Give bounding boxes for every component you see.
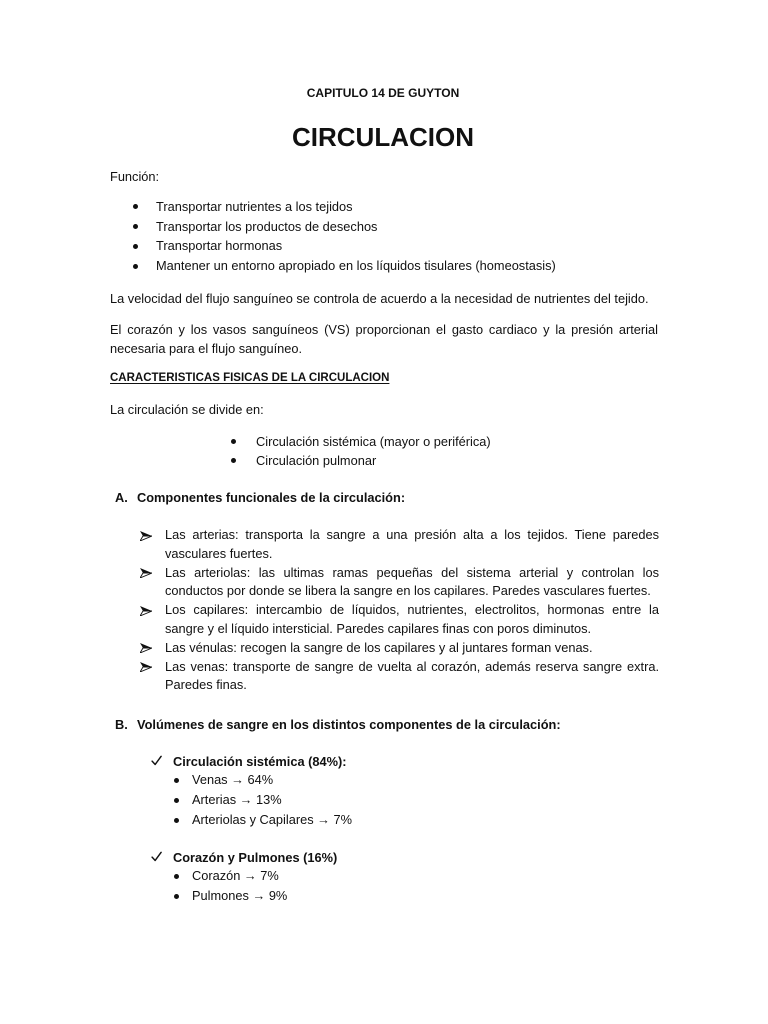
list-item	[156, 197, 658, 217]
function-list	[156, 197, 658, 276]
list-item-text: Los capilares: intercambio de líquidos, nutrientes, electrolitos, hormonas entre la sangre y el líquido intersticial. Paredes capilares finas con poros diminutos.	[165, 602, 659, 636]
function-label: Función:	[110, 169, 160, 184]
list-item	[165, 526, 659, 563]
group-title	[173, 752, 347, 771]
bullet-icon	[133, 244, 138, 249]
list-item	[165, 658, 659, 695]
group-title-text: Corazón y Pulmones (16%)	[173, 849, 338, 865]
list-item-text: Transportar nutrientes a los tejidos	[156, 199, 353, 214]
list-item	[156, 217, 658, 237]
bullet-icon	[231, 458, 236, 463]
list-item	[256, 451, 656, 470]
list-item	[156, 256, 658, 276]
checkmark-icon	[151, 851, 162, 862]
arrowhead-bullet-icon	[140, 531, 152, 541]
main-title: CIRCULACION	[292, 122, 474, 152]
list-item-text: Las vénulas: recogen la sangre de los capilares y al juntares forman venas.	[165, 639, 593, 655]
heart-lungs-volume-list	[192, 866, 492, 906]
list-item-text: Arterias → 13%	[192, 792, 282, 807]
list-item	[192, 810, 492, 830]
division-label: La circulación se divide en:	[110, 401, 264, 417]
section-b-title: Volúmenes de sangre en los distintos componentes de la circulación:	[137, 716, 561, 732]
list-item	[165, 601, 659, 638]
arrowhead-bullet-icon	[140, 568, 152, 578]
bullet-icon	[231, 439, 236, 444]
arrowhead-bullet-icon	[140, 643, 152, 653]
bullet-icon	[174, 798, 179, 803]
list-item-text: Circulación pulmonar	[256, 452, 377, 468]
components-list	[165, 526, 659, 695]
bullet-icon	[174, 894, 179, 899]
bullet-icon	[174, 874, 179, 879]
list-item-text: Arteriolas y Capilares → 7%	[192, 812, 353, 827]
section-heading: CARACTERISTICAS FISICAS DE LA CIRCULACION	[110, 371, 390, 384]
flow-sentence: La velocidad del flujo sanguíneo se controla de acuerdo a la necesidad de nutrientes del tejido.	[110, 290, 649, 306]
section-a-marker: A.	[115, 489, 128, 505]
bullet-icon	[133, 224, 138, 229]
checkmark-icon	[151, 755, 162, 766]
bullet-icon	[133, 264, 138, 269]
section-b-marker: B.	[115, 716, 128, 732]
systemic-volume-list	[192, 770, 492, 830]
list-item	[192, 770, 492, 790]
list-item-text: Corazón → 7%	[192, 868, 279, 883]
list-item-text: Transportar hormonas	[156, 238, 283, 254]
chapter-title: CAPITULO 14 DE GUYTON	[306, 86, 460, 100]
division-list	[256, 432, 656, 470]
list-item-text: Transportar los productos de desechos	[156, 218, 378, 234]
list-item-text: Las arteriolas: las ultimas ramas pequeñas del sistema arterial y controlan los conductos por donde se libera la sangre en los capilares. Paredes vasculares fuertes.	[165, 564, 659, 599]
list-item	[192, 790, 492, 810]
list-item	[256, 432, 656, 451]
list-item-text: Pulmones → 9%	[192, 888, 288, 903]
section-a-title: Componentes funcionales de la circulación:	[137, 489, 406, 505]
list-item	[165, 639, 659, 658]
arrowhead-bullet-icon	[140, 606, 152, 616]
list-item-text: Las venas: transporte de sangre de vuelta al corazón, además reserva sangre extra. Paredes finas.	[165, 658, 659, 693]
group-title	[173, 848, 337, 867]
bullet-icon	[133, 204, 138, 209]
group-title-text: Circulación sistémica (84%):	[173, 753, 347, 769]
list-item	[192, 886, 492, 906]
list-item-text: Las arterias: transporta la sangre a una presión alta a los tejidos. Tiene paredes vasculares fuertes.	[165, 527, 659, 561]
list-item	[156, 236, 658, 256]
list-item-text: Circulación sistémica (mayor o periférica)	[256, 433, 491, 449]
list-item	[165, 564, 659, 601]
bullet-icon	[174, 778, 179, 783]
list-item-text: Venas → 64%	[192, 772, 274, 787]
arrowhead-bullet-icon	[140, 662, 152, 672]
list-item-text: Mantener un entorno apropiado en los líquidos tisulares (homeostasis)	[156, 258, 556, 274]
heart-paragraph: El corazón y los vasos sanguíneos (VS) proporcionan el gasto cardiaco y la presión arterial necesaria para el flujo sanguíneo.	[110, 321, 658, 356]
list-item	[192, 866, 492, 886]
bullet-icon	[174, 818, 179, 823]
